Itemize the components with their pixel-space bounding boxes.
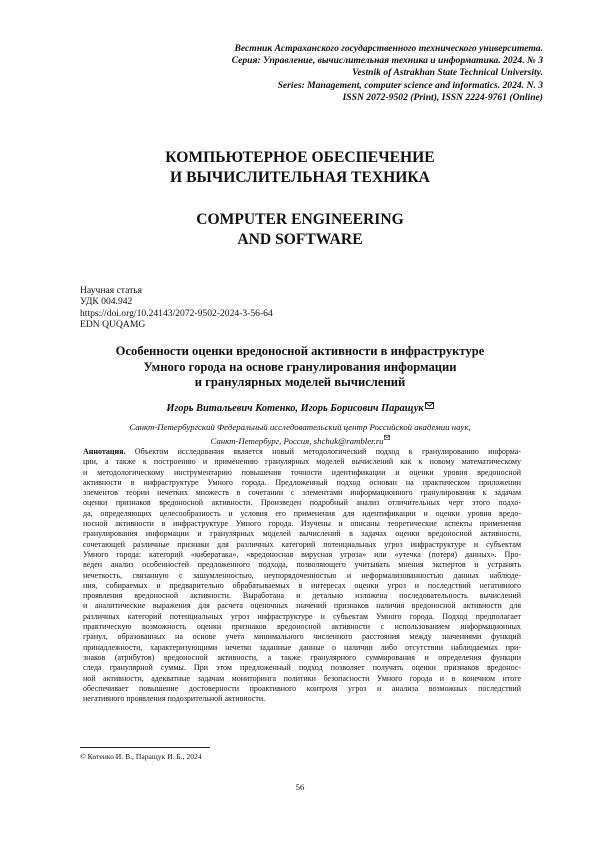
journal-header — [103, 43, 543, 104]
abstract-line: веден анализ особенностей предложенного подхода, позволяющего учитывать мнения экспертов и устранять — [83, 560, 521, 570]
abstract-line: различных категорий потенциальных угроз инфраструктуре и субъектам Умного города. Подход предполагает — [83, 611, 521, 621]
abstract-line: оценки признаков вредоносной активности. Произведен подробный анализ отличительных черт этого подхо- — [83, 498, 521, 508]
abstract-line: Аннотация. Объектом исследования является новый методологический подход к гранулированию информа- — [83, 447, 522, 456]
abstract-line: элементов теории нечетких множеств в сочетании с элементами информационного гранулирования к задачам — [83, 488, 521, 498]
abstract-line: следа гранулярной суммы. При этом предложенный подход позволяет получать оценки признаков вредонос- — [83, 663, 521, 673]
article-meta — [80, 285, 273, 331]
abstract-line: ния, собираемых и предварительно обрабатываемых в интересах оценки угроз и последствий негативного — [83, 580, 521, 590]
abstract-line: носной активности в инфраструктуре Умного города. Изучены и описаны теоретические аспекты применения — [83, 519, 521, 529]
abstract-line: да, определяющих целесообразность и условия его применения для идентификации и оценки уровня вредо- — [83, 508, 521, 518]
journal-line: Series: Management, computer science and informatics. 2024. N. 3 — [277, 79, 543, 91]
section-title-ru: КОМПЬЮТЕРНОЕ ОБЕСПЕЧЕНИЕ И ВЫЧИСЛИТЕЛЬНАЯ ТЕХНИКА — [165, 149, 435, 186]
abstract-line: практическую возможность оценки признаков вредоносной активности с использованием информационных — [83, 622, 521, 632]
journal-line: Vestnik of Astrakhan State Technical University. — [352, 67, 543, 79]
edn: EDN QUQAMG — [80, 319, 146, 331]
copyright-footnote: © Котенко И. В., Паращук И. Б., 2024 — [80, 752, 202, 761]
abstract-label: Аннотация. — [83, 447, 126, 456]
abstract-line: и методологическому инструментарию повышения точности идентификации и оценки уровня вредоносной — [83, 467, 521, 477]
affiliation-address: Санкт-Петербург, Россия, shchuk@rambler.ru — [210, 435, 384, 446]
abstract-line: обеспечивает повышение достоверности проактивного контроля угроз и анализа возможных последствий — [83, 683, 521, 693]
doi-link[interactable]: https://doi.org/10.24143/2072-9502-2024-3-56-64 — [80, 307, 273, 319]
authors — [60, 402, 540, 415]
section-title-en: COMPUTER ENGINEERING AND SOFTWARE — [196, 211, 404, 248]
abstract-line: активности в инфраструктуре Умного города. Предложенный подход основан на практическом приложении — [83, 477, 521, 487]
abstract-line: ной активности, адекватные задачам мониторинга политики безопасности Умного города и в конечном итоге — [83, 673, 521, 683]
envelope-icon — [384, 436, 390, 442]
abstract-line: гранул, образованных на основе учета минимального численного расстояния между значениями функций — [83, 632, 521, 642]
journal-line: Вестник Астраханского государственного технического университета. — [234, 43, 543, 54]
journal-line: Серия: Управление, вычислительная техника и информатика. 2024. № 3 — [231, 55, 543, 67]
page-number: 56 — [295, 782, 305, 792]
udc: УДК 004.942 — [80, 296, 133, 308]
journal-line: ISSN 2072-9502 (Print), ISSN 2224-9761 (Online) — [342, 91, 543, 103]
abstract-line: проявления вредоносной активности. Выработана и детально изложена последовательность вычислений — [83, 591, 521, 601]
abstract-line: знаков (атрибутов) вредоносной активности, а также гранулярного суммирования и определения функции — [83, 652, 521, 662]
abstract-line: и аналитические выражения для расчета оценочных значений признаков наличия вредоносной активности для — [83, 601, 521, 611]
envelope-icon — [425, 402, 434, 411]
abstract-line: принадлежности, характеризующими нечетко заданные данные о наличии либо отсутствии наблюдаемых при- — [83, 642, 521, 652]
abstract-line: ции, а также к построению и применению гранулярных моделей вычислений как к новому математическому — [83, 457, 521, 467]
abstract-line: гранулирования информации и гранулярных моделей вычислений в задачах оценки вредоносной активности, — [83, 529, 521, 539]
affiliation: Санкт-Петербургский Федеральный исследовательский центр Российской академии наук, Санкт-Петербург, Россия, shchuk@rambler.ru — [129, 422, 471, 446]
abstract-line: негативного проявления подозрительной активности. — [83, 694, 266, 704]
abstract-line: сочетающей различные признаки для различных категорий потенциальных угроз инфраструктуре и субъектам — [83, 539, 521, 549]
article-type: Научная статья — [80, 285, 143, 296]
abstract-line: Умного города: категорий «кибератака», «вредоносная вирусная угроза» или «утечка (потеря) данных». Про- — [83, 549, 521, 559]
abstract-line: нечеткость, связанную с зашумленностью, неупорядоченностью и неформализованностью данных наблюде- — [83, 570, 521, 580]
abstract — [83, 447, 521, 704]
article-title: Особенности оценки вредоносной активности в инфраструктуре Умного города на основе гранулирования информации и гранулярных моделей вычислений — [115, 344, 485, 389]
authors-names: Игорь Витальевич Котенко, Игорь Борисович Паращук — [166, 403, 424, 414]
footnote-divider — [80, 747, 210, 748]
